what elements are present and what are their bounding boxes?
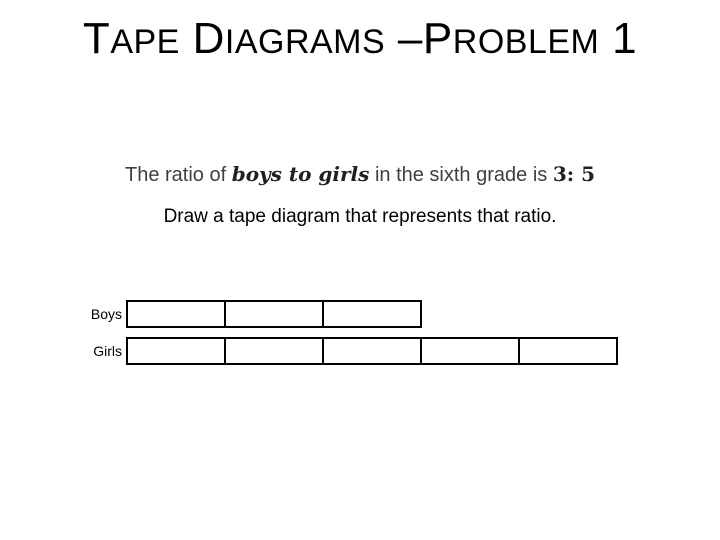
tape-unit — [322, 337, 422, 365]
title-smallcaps: IAGRAMS — [224, 23, 386, 61]
ratio-emphasis: boys to girls — [231, 162, 370, 186]
tape-unit — [224, 337, 324, 365]
ratio-prefix: The ratio of — [124, 164, 232, 186]
title-letter: D — [192, 14, 225, 63]
ratio-statement — [0, 162, 720, 187]
ratio-value: 3: 5 — [552, 162, 596, 186]
title-smallcaps: APE — [110, 23, 180, 61]
tape-label-girls: Girls — [93, 343, 122, 359]
title-letter: P — [422, 14, 453, 63]
instruction-text: Draw a tape diagram that represents that ratio. — [163, 206, 557, 227]
tape-unit — [126, 300, 226, 328]
tape-unit — [322, 300, 422, 328]
tape-label-boys: Boys — [90, 306, 122, 322]
tape-row-boys — [126, 300, 422, 328]
tape-unit — [126, 337, 226, 365]
title-number: 1 — [612, 14, 638, 63]
tape-unit — [518, 337, 618, 365]
title-smallcaps: ROBLEM — [452, 23, 600, 61]
slide-title — [0, 14, 720, 64]
title-letter: T — [82, 14, 111, 63]
ratio-middle: in the sixth grade is — [369, 164, 553, 186]
tape-unit — [420, 337, 520, 365]
tape-unit — [224, 300, 324, 328]
tape-row-girls — [126, 337, 618, 365]
title-dash: – — [397, 14, 423, 63]
